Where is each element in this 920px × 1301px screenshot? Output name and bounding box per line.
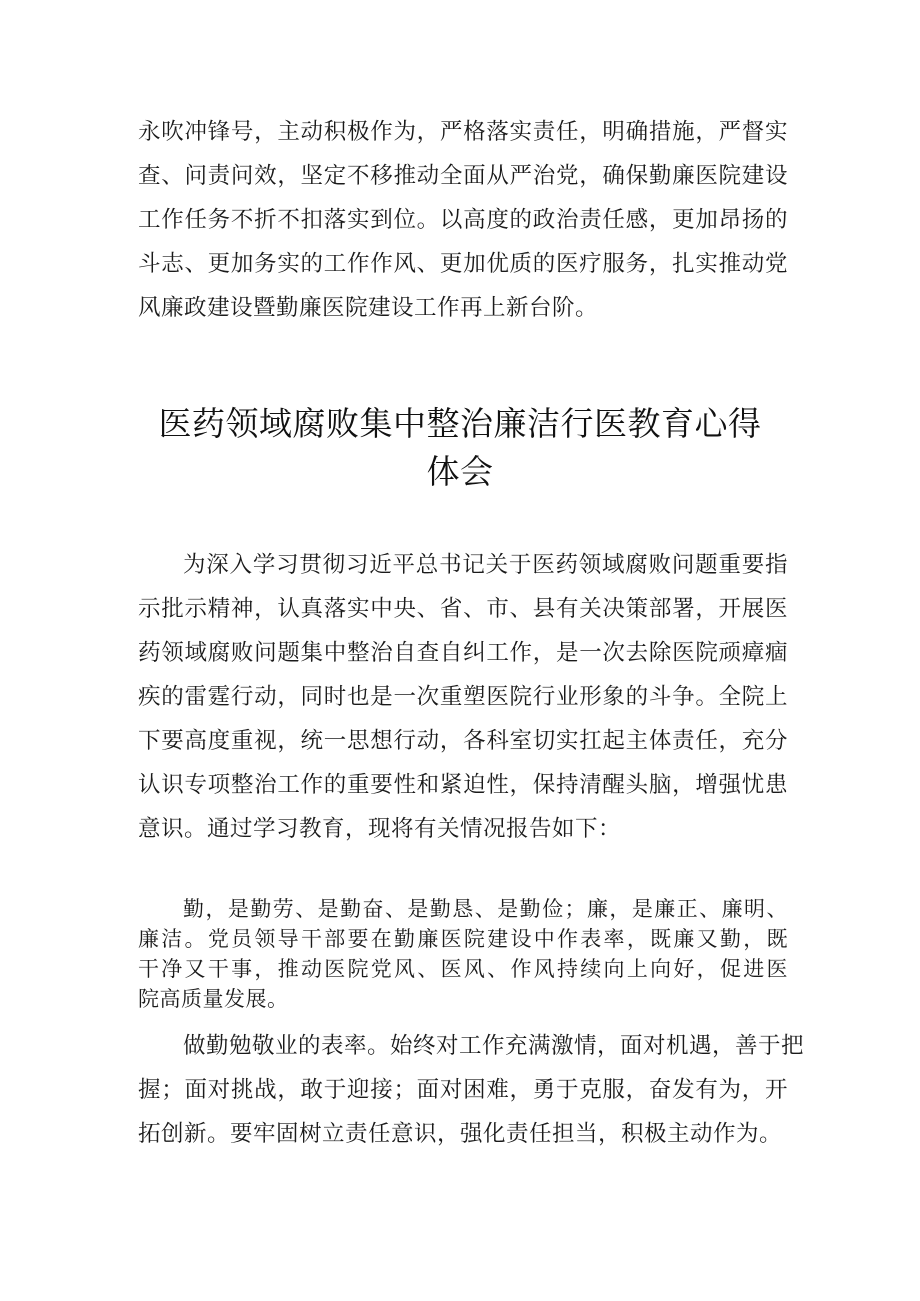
text-line: 廉洁。党员领导干部要在勤廉医院建设中作表率，既廉又勤，既 [138, 927, 788, 951]
text-line: 拓创新。要牢固树立责任意识，强化责任担当，积极主动作为。 [138, 1121, 783, 1147]
text-line: 查、问责问效，坚定不移推动全面从严治党，确保勤廉医院建设 [138, 163, 788, 189]
text-line: 干净又干事，推动医院党风、医风、作风持续向上向好，促进医 [138, 957, 788, 981]
text-line: 永吹冲锋号，主动积极作为，严格落实责任，明确措施，严督实 [138, 119, 788, 145]
intro-paragraph [138, 112, 788, 332]
text-line: 药领域腐败问题集中整治自查自纠工作，是一次去除医院顽瘴痼 [138, 640, 788, 666]
text-line: 勤，是勤劳、是勤奋、是勤恳、是勤俭；廉，是廉正、廉明、 [183, 897, 788, 921]
text-line: 下要高度重视，统一思想行动，各科室切实扛起主体责任，充分 [138, 728, 788, 754]
text-line: 意识。通过学习教育，现将有关情况报告如下： [138, 816, 622, 842]
paragraph-3 [138, 1026, 805, 1156]
text-line: 认识专项整治工作的重要性和紧迫性，保持清醒头脑，增强忧患 [138, 772, 788, 798]
document-title: 医药领域腐败集中整治廉洁行医教育心得 [158, 404, 762, 443]
text-line: 院高质量发展。 [138, 987, 289, 1011]
text-line: 为深入学习贯彻习近平总书记关于医药领域腐败问题重要指 [183, 552, 788, 578]
document-title-continued: 体会 [426, 452, 494, 491]
text-line: 斗志、更加务实的工作作风、更加优质的医疗服务，扎实推动党 [138, 251, 788, 277]
paragraph-2 [138, 893, 788, 1023]
paragraph-1 [138, 545, 788, 855]
text-line: 做勤勉敬业的表率。始终对工作充满激情，面对机遇，善于把 [183, 1033, 805, 1059]
text-line: 示批示精神，认真落实中央、省、市、县有关决策部署，开展医 [138, 596, 788, 622]
text-line: 工作任务不折不扣落实到位。以高度的政治责任感，更加昂扬的 [138, 207, 788, 233]
text-line: 疾的雷霆行动，同时也是一次重塑医院行业形象的斗争。全院上 [138, 684, 788, 710]
text-line: 握；面对挑战，敢于迎接；面对困难，勇于克服，奋发有为，开 [138, 1077, 788, 1103]
text-line: 风廉政建设暨勤廉医院建设工作再上新台阶。 [138, 295, 599, 321]
